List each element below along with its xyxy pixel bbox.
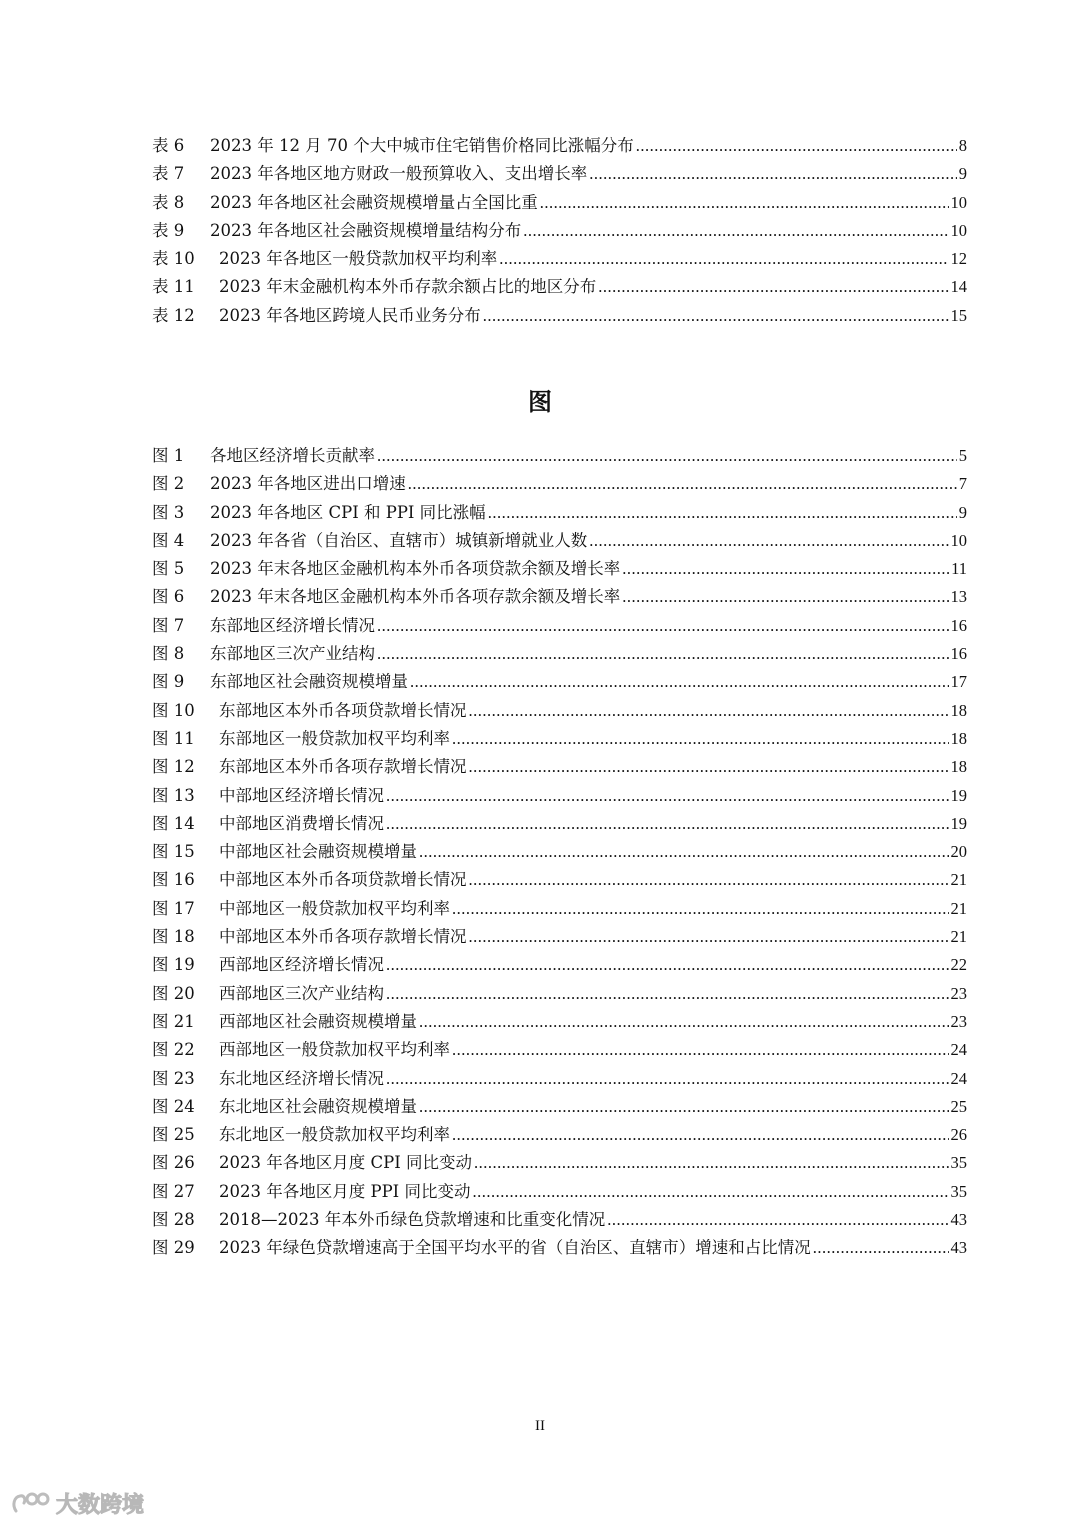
toc-entry-title: 2023 年末金融机构本外币存款余额占比的地区分布 — [219, 277, 597, 297]
watermark — [10, 1488, 144, 1519]
toc-entry-page: 21 — [950, 870, 967, 890]
toc-entry-page: 14 — [950, 277, 967, 297]
toc-entry-label: 表 7 — [152, 164, 185, 184]
toc-entry-page: 24 — [950, 1068, 967, 1088]
toc-dot-leader — [452, 1036, 949, 1064]
toc-table-entry[interactable] — [152, 217, 967, 245]
toc-dot-leader — [452, 1121, 949, 1149]
toc-entry-page: 13 — [950, 587, 967, 607]
toc-dot-leader — [589, 527, 948, 555]
toc-entry-page: 10 — [950, 192, 967, 212]
toc-dot-leader — [386, 782, 949, 810]
toc-figure-entry[interactable] — [152, 838, 967, 866]
toc-entry-label: 图 24 — [152, 1096, 195, 1116]
toc-dot-leader — [636, 132, 957, 160]
toc-entry-title: 2023 年 12 月 70 个大中城市住宅销售价格同比涨幅分布 — [210, 136, 634, 155]
toc-entry-label: 图 26 — [152, 1153, 195, 1173]
toc-entry-label: 图 1 — [152, 446, 185, 465]
toc-entry-title: 西部地区经济增长情况 — [219, 955, 384, 975]
toc-entry-title: 东部地区三次产业结构 — [210, 644, 375, 664]
toc-entry-title: 东部地区社会融资规模增量 — [210, 672, 408, 692]
toc-entry-title: 2023 年绿色贷款增速高于全国平均水平的省（自治区、直辖市）增速和占比情况 — [219, 1238, 811, 1258]
toc-entry-label: 图 21 — [152, 1011, 195, 1031]
toc-dot-leader — [589, 160, 957, 188]
toc-entry-label: 图 11 — [152, 728, 195, 748]
toc-entry-page: 17 — [950, 672, 967, 692]
toc-table-entry[interactable] — [152, 273, 967, 301]
toc-entry-title: 东北地区经济增长情况 — [219, 1068, 384, 1088]
toc-dot-leader — [377, 612, 949, 640]
toc-dot-leader — [622, 555, 949, 583]
toc-entry-label: 表 12 — [152, 305, 195, 325]
toc-entry-label: 图 20 — [152, 983, 195, 1003]
toc-entry-title: 2023 年各地区跨境人民币业务分布 — [219, 305, 481, 325]
toc-entry-label: 表 10 — [152, 249, 195, 269]
toc-entry-page: 25 — [950, 1096, 967, 1116]
figures-heading: 图 — [528, 388, 552, 416]
toc-entry-page: 18 — [950, 700, 967, 720]
toc-entry-label: 图 7 — [152, 615, 185, 635]
toc-dot-leader — [469, 923, 949, 951]
toc-figure-entry[interactable] — [152, 951, 967, 979]
toc-entry-label: 图 5 — [152, 559, 185, 579]
toc-entry-label: 表 9 — [152, 220, 185, 240]
toc-entry-page: 35 — [950, 1181, 967, 1201]
toc-entry-title: 西部地区社会融资规模增量 — [219, 1011, 417, 1031]
toc-entry-page: 18 — [950, 728, 967, 748]
toc-dot-leader — [419, 838, 949, 866]
toc-entry-title: 中部地区消费增长情况 — [219, 813, 384, 833]
toc-entry-title: 2023 年各地区月度 PPI 同比变动 — [219, 1181, 471, 1201]
toc-entry-title: 东北地区社会融资规模增量 — [219, 1096, 417, 1116]
toc-dot-leader — [472, 1178, 948, 1206]
toc-entry-title: 2023 年各地区社会融资规模增量结构分布 — [210, 220, 522, 240]
toc-entry-label: 图 12 — [152, 757, 195, 777]
toc-entry-page: 23 — [950, 1011, 967, 1031]
toc-entry-page: 20 — [950, 842, 967, 862]
toc-entry-page: 22 — [950, 955, 967, 975]
toc-entry-title: 东部地区本外币各项存款增长情况 — [219, 757, 467, 777]
toc-entry-label: 图 29 — [152, 1238, 195, 1258]
toc-tables-list — [152, 132, 967, 330]
toc-entry-page: 7 — [958, 474, 967, 494]
toc-figure-entry[interactable] — [152, 612, 967, 640]
toc-figure-entry[interactable] — [152, 866, 967, 894]
toc-figure-entry[interactable] — [152, 442, 967, 470]
toc-entry-title: 东北地区一般贷款加权平均利率 — [219, 1125, 450, 1145]
toc-dot-leader — [386, 1065, 949, 1093]
toc-dot-leader — [499, 245, 948, 273]
toc-figure-entry[interactable] — [152, 697, 967, 725]
toc-entry-page: 5 — [958, 446, 967, 465]
toc-entry-label: 图 13 — [152, 785, 195, 805]
toc-dot-leader — [483, 302, 949, 330]
toc-figure-entry[interactable] — [152, 640, 967, 668]
toc-entry-label: 图 16 — [152, 870, 195, 890]
toc-table-entry[interactable] — [152, 302, 967, 330]
toc-entry-label: 图 18 — [152, 927, 195, 947]
toc-dot-leader — [474, 1149, 949, 1177]
toc-figure-entry[interactable] — [152, 1178, 967, 1206]
toc-entry-title: 东部地区经济增长情况 — [210, 615, 375, 635]
toc-entry-title: 2023 年末各地区金融机构本外币各项贷款余额及增长率 — [210, 559, 621, 579]
toc-entry-title: 中部地区一般贷款加权平均利率 — [219, 898, 450, 918]
toc-entry-page: 11 — [951, 559, 967, 579]
toc-dot-leader — [622, 583, 948, 611]
toc-figure-entry[interactable] — [152, 753, 967, 781]
toc-entry-label: 图 22 — [152, 1040, 195, 1060]
toc-dot-leader — [598, 273, 948, 301]
toc-figure-entry[interactable] — [152, 725, 967, 753]
toc-entry-title: 2018—2023 年本外币绿色贷款增速和比重变化情况 — [219, 1210, 606, 1230]
toc-entry-page: 9 — [958, 502, 967, 522]
toc-entry-page: 8 — [958, 136, 967, 155]
toc-figure-entry[interactable] — [152, 583, 967, 611]
toc-entry-title: 西部地区一般贷款加权平均利率 — [219, 1040, 450, 1060]
toc-entry-title: 东部地区本外币各项贷款增长情况 — [219, 700, 467, 720]
watermark-logo-icon — [10, 1491, 50, 1517]
toc-entry-label: 图 3 — [152, 502, 185, 522]
toc-entry-label: 图 15 — [152, 842, 195, 862]
page-number: II — [535, 1418, 545, 1434]
toc-entry-page: 9 — [958, 164, 967, 184]
toc-figure-entry[interactable] — [152, 470, 967, 498]
toc-entry-label: 图 2 — [152, 474, 185, 494]
toc-table-entry[interactable] — [152, 132, 967, 160]
toc-figure-entry[interactable] — [152, 499, 967, 527]
toc-entry-page: 16 — [950, 644, 967, 664]
toc-entry-page: 23 — [950, 983, 967, 1003]
toc-figure-entry[interactable] — [152, 1008, 967, 1036]
toc-entry-title: 2023 年各地区进出口增速 — [210, 474, 406, 494]
toc-figure-entry[interactable] — [152, 895, 967, 923]
toc-entry-page: 12 — [950, 249, 967, 269]
toc-figure-entry[interactable] — [152, 980, 967, 1008]
toc-entry-label: 图 10 — [152, 700, 195, 720]
toc-dot-leader — [419, 1008, 949, 1036]
toc-entry-label: 图 27 — [152, 1181, 195, 1201]
toc-dot-leader — [469, 697, 949, 725]
toc-entry-title: 中部地区社会融资规模增量 — [219, 842, 417, 862]
toc-figure-entry[interactable] — [152, 1149, 967, 1177]
toc-figure-entry[interactable] — [152, 1121, 967, 1149]
toc-dot-leader — [419, 1093, 949, 1121]
toc-entry-title: 各地区经济增长贡献率 — [210, 446, 375, 465]
toc-entry-label: 图 23 — [152, 1068, 195, 1088]
toc-dot-leader — [377, 442, 957, 470]
toc-entry-page: 16 — [950, 615, 967, 635]
toc-dot-leader — [410, 668, 949, 696]
toc-entry-label: 表 11 — [152, 277, 195, 297]
toc-entry-page: 18 — [950, 757, 967, 777]
toc-entry-title: 中部地区本外币各项存款增长情况 — [219, 927, 467, 947]
toc-entry-label: 图 14 — [152, 813, 195, 833]
watermark-text: 大数跨境 — [56, 1493, 145, 1518]
toc-figure-entry[interactable] — [152, 1093, 967, 1121]
toc-entry-page: 21 — [950, 898, 967, 918]
toc-entry-label: 图 28 — [152, 1210, 195, 1230]
toc-dot-leader — [386, 810, 949, 838]
toc-entry-title: 2023 年各地区 CPI 和 PPI 同比涨幅 — [210, 502, 486, 522]
toc-entry-label: 图 4 — [152, 530, 185, 550]
toc-entry-page: 43 — [950, 1210, 967, 1230]
toc-entry-label: 图 9 — [152, 672, 185, 692]
toc-entry-page: 26 — [950, 1125, 967, 1145]
toc-entry-label: 图 8 — [152, 644, 185, 664]
toc-entry-label: 图 6 — [152, 587, 185, 607]
toc-entry-title: 中部地区经济增长情况 — [219, 785, 384, 805]
toc-dot-leader — [452, 725, 949, 753]
toc-table-entry[interactable] — [152, 189, 967, 217]
toc-table-entry[interactable] — [152, 245, 967, 273]
toc-figure-entry[interactable] — [152, 1036, 967, 1064]
toc-dot-leader — [488, 499, 957, 527]
toc-entry-page: 15 — [950, 305, 967, 325]
toc-entry-title: 2023 年末各地区金融机构本外币各项存款余额及增长率 — [210, 587, 621, 607]
toc-entry-title: 2023 年各地区月度 CPI 同比变动 — [219, 1153, 472, 1173]
toc-entry-title: 2023 年各地区地方财政一般预算收入、支出增长率 — [210, 164, 588, 184]
toc-entry-label: 表 8 — [152, 192, 185, 212]
toc-dot-leader — [813, 1234, 949, 1262]
toc-figures-list — [152, 442, 967, 1263]
toc-figure-entry[interactable] — [152, 527, 967, 555]
toc-figure-entry[interactable] — [152, 923, 967, 951]
toc-entry-title: 中部地区本外币各项贷款增长情况 — [219, 870, 467, 890]
toc-dot-leader — [469, 753, 949, 781]
toc-entry-page: 24 — [950, 1040, 967, 1060]
toc-figure-entry[interactable] — [152, 668, 967, 696]
toc-dot-leader — [540, 189, 949, 217]
toc-entry-page: 21 — [950, 927, 967, 947]
toc-dot-leader — [523, 217, 948, 245]
toc-entry-label: 表 6 — [152, 136, 185, 155]
toc-entry-page: 19 — [950, 785, 967, 805]
toc-entry-title: 2023 年各地区一般贷款加权平均利率 — [219, 249, 498, 269]
toc-entry-title: 2023 年各地区社会融资规模增量占全国比重 — [210, 192, 538, 212]
toc-figure-entry[interactable] — [152, 1065, 967, 1093]
toc-dot-leader — [452, 895, 949, 923]
toc-entry-page: 19 — [950, 813, 967, 833]
toc-dot-leader — [607, 1206, 948, 1234]
toc-figure-entry[interactable] — [152, 782, 967, 810]
toc-figure-entry[interactable] — [152, 1234, 967, 1262]
toc-dot-leader — [386, 951, 949, 979]
toc-figure-entry[interactable] — [152, 1206, 967, 1234]
toc-entry-page: 10 — [950, 530, 967, 550]
toc-figure-entry[interactable] — [152, 555, 967, 583]
toc-dot-leader — [408, 470, 957, 498]
toc-dot-leader — [386, 980, 949, 1008]
toc-figure-entry[interactable] — [152, 810, 967, 838]
toc-entry-title: 2023 年各省（自治区、直辖市）城镇新增就业人数 — [210, 530, 588, 550]
toc-dot-leader — [377, 640, 949, 668]
toc-entry-page: 35 — [950, 1153, 967, 1173]
toc-entry-label: 图 19 — [152, 955, 195, 975]
toc-entry-title: 东部地区一般贷款加权平均利率 — [219, 728, 450, 748]
toc-entry-page: 10 — [950, 220, 967, 240]
toc-entry-title: 西部地区三次产业结构 — [219, 983, 384, 1003]
toc-dot-leader — [469, 866, 949, 894]
toc-entry-page: 43 — [950, 1238, 967, 1258]
toc-entry-label: 图 17 — [152, 898, 195, 918]
toc-table-entry[interactable] — [152, 160, 967, 188]
toc-entry-label: 图 25 — [152, 1125, 195, 1145]
